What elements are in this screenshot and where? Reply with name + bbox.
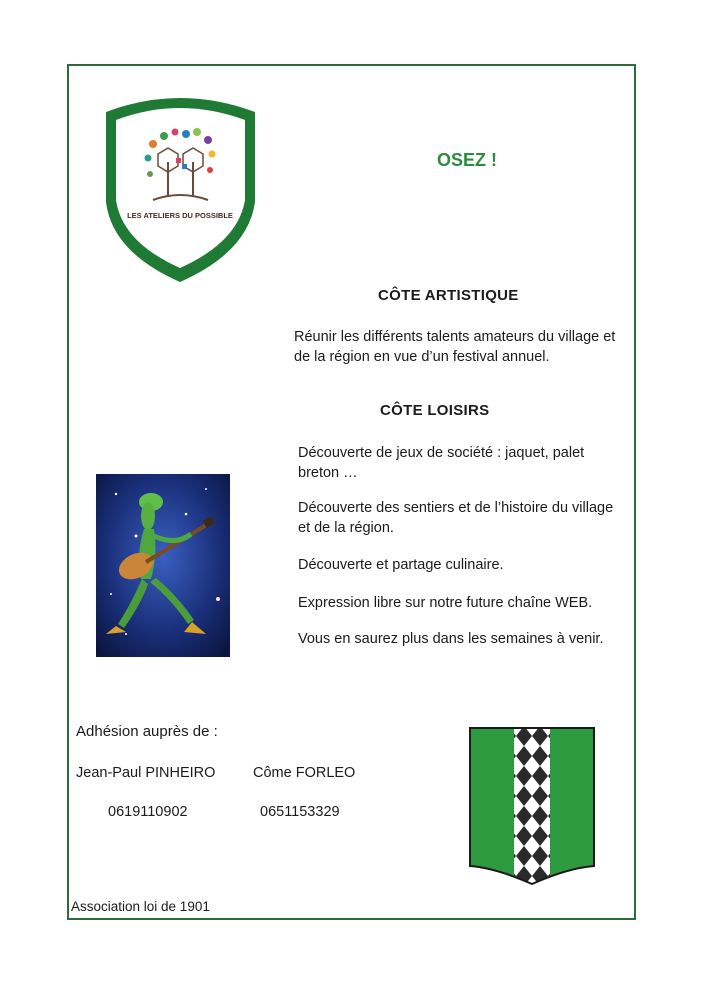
membership-label: Adhésion auprès de : — [76, 723, 218, 740]
logo-text: LES ATELIERS DU POSSIBLE — [127, 211, 233, 220]
leisure-item: Vous en saurez plus dans les semaines à venir. — [298, 631, 604, 647]
contact-name: Côme FORLEO — [253, 765, 356, 781]
contact-phone: 0651153329 — [260, 804, 340, 820]
coat-of-arms-icon — [468, 726, 596, 886]
contact-name: Jean-Paul PINHEIRO — [76, 765, 216, 781]
artistic-text: Réunir les différents talents amateurs du village et de la région en vue d’un festival annuel. — [294, 329, 616, 365]
association-footer: Association loi de 1901 — [71, 899, 210, 914]
artistic-heading: CÔTE ARTISTIQUE — [378, 287, 519, 304]
leisure-item: Découverte des sentiers et de l’histoire du village et de la région. — [298, 500, 614, 536]
contact-phone: 0619110902 — [108, 804, 188, 820]
page-title: OSEZ ! — [437, 150, 498, 170]
leisure-heading: CÔTE LOISIRS — [380, 402, 490, 419]
leisure-item: Expression libre sur notre future chaîne WEB. — [298, 595, 593, 611]
ateliers-logo — [98, 92, 263, 287]
leisure-item: Découverte et partage culinaire. — [298, 557, 504, 573]
frog-guitarist-image — [96, 474, 230, 657]
leisure-item: Découverte de jeux de société : jaquet, palet breton … — [298, 445, 585, 481]
